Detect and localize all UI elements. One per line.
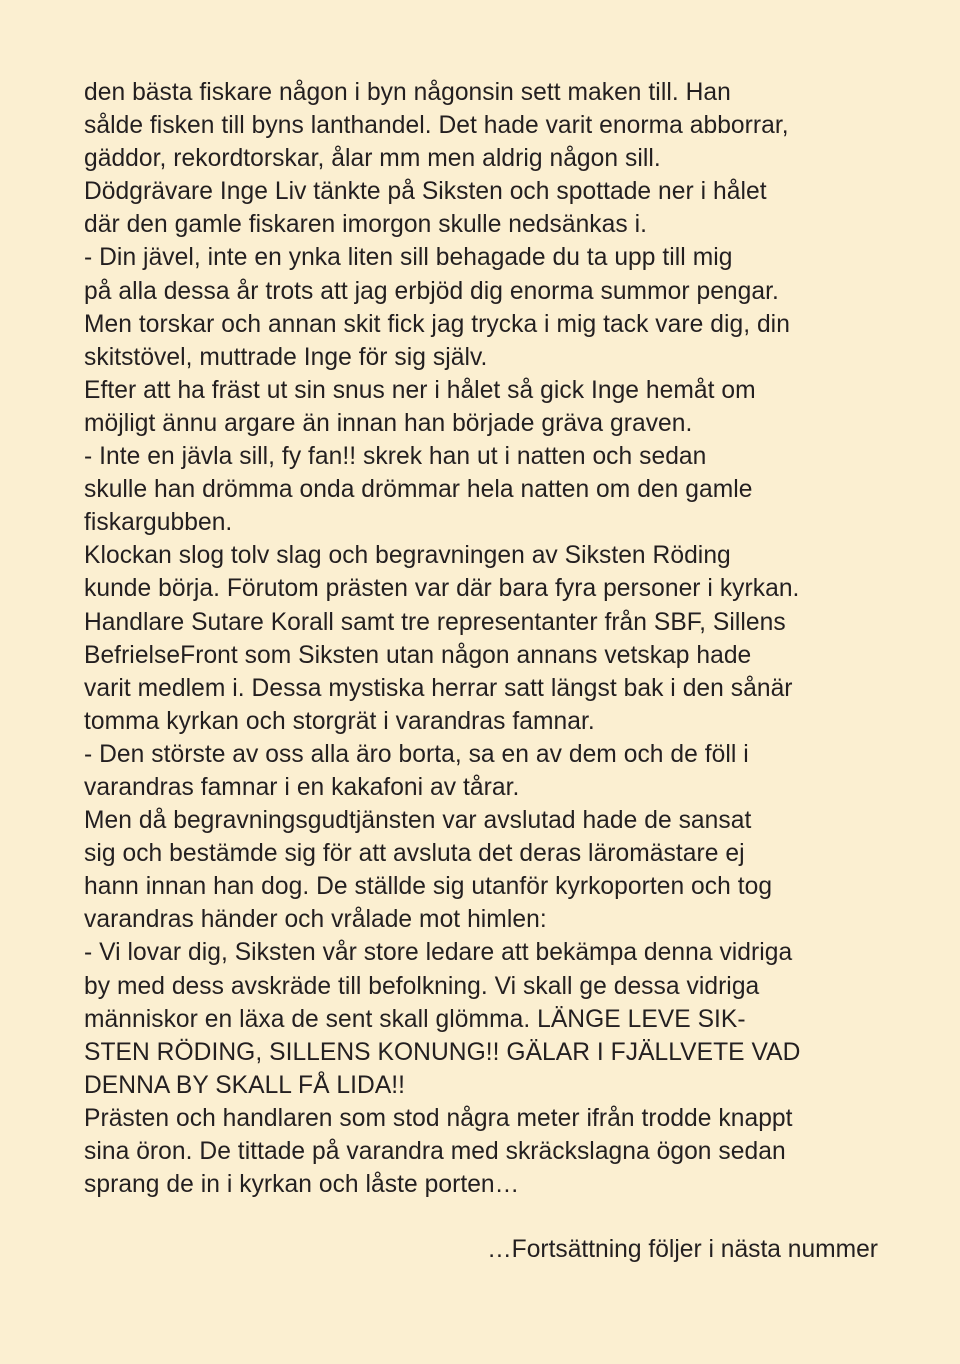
- text-line: - Vi lovar dig, Siksten vår store ledare att bekämpa denna vidriga: [84, 939, 793, 967]
- text-line: där den gamle fiskaren imorgon skulle nedsänkas i.: [84, 211, 647, 239]
- text-line: Men torskar och annan skit fick jag trycka i mig tack vare dig, din: [84, 310, 790, 338]
- text-line: Men då begravningsgudtjänsten var avslutad hade de sansat: [84, 807, 752, 835]
- text-line: Efter att ha fräst ut sin snus ner i hålet så gick Inge hemåt om: [84, 376, 756, 404]
- text-line: sina öron. De tittade på varandra med skräckslagna ögon sedan: [84, 1138, 786, 1165]
- text-line: BefrielseFront som Siksten utan någon annans vetskap hade: [84, 641, 752, 669]
- text-line: fiskargubben.: [84, 509, 233, 537]
- article-body: [84, 76, 894, 1201]
- text-line: tomma kyrkan och storgrät i varandras famnar.: [84, 707, 595, 735]
- text-line: Handlare Sutare Korall samt tre representanter från SBF, Sillens: [84, 608, 786, 636]
- text-line: sig och bestämde sig för att avsluta det deras läromästare ej: [84, 840, 745, 868]
- text-line: skitstövel, muttrade Inge för sig själv.: [84, 343, 488, 371]
- text-line: - Din jävel, inte en ynka liten sill behagade du ta upp till mig: [84, 244, 733, 272]
- continuation-note: …Fortsättning följer i nästa nummer: [487, 1236, 878, 1263]
- text-line: Prästen och handlaren som stod några meter ifrån trodde knappt: [84, 1104, 793, 1132]
- text-line: - Inte en jävla sill, fy fan!! skrek han ut i natten och sedan: [84, 443, 707, 471]
- text-line: varandras händer och vrålade mot himlen:: [84, 906, 547, 934]
- text-line: sprang de in i kyrkan och låste porten…: [84, 1171, 520, 1199]
- text-line: möjligt ännu argare än innan han började gräva graven.: [84, 409, 693, 437]
- text-line: DENNA BY SKALL FÅ LIDA!!: [84, 1071, 406, 1099]
- text-line: Klockan slog tolv slag och begravningen av Siksten Röding: [84, 542, 731, 570]
- text-line: gäddor, rekordtorskar, ålar mm men aldrig någon sill.: [84, 145, 661, 173]
- text-line: by med dess avskräde till befolkning. Vi skall ge dessa vidriga: [84, 972, 760, 1000]
- text-line: på alla dessa år trots att jag erbjöd dig enorma summor pengar.: [84, 277, 779, 305]
- text-line: sålde fisken till byns lanthandel. Det hade varit enorma abborrar,: [84, 112, 789, 140]
- text-line: STEN RÖDING, SILLENS KONUNG!! GÄLAR I FJÄLLVETE VAD: [84, 1038, 801, 1066]
- text-line: varandras famnar i en kakafoni av tårar.: [84, 773, 520, 801]
- text-line: varit medlem i. Dessa mystiska herrar satt längst bak i den sånär: [84, 674, 793, 702]
- text-line: den bästa fiskare någon i byn någonsin sett maken till. Han: [84, 79, 731, 106]
- text-line: - Den störste av oss alla äro borta, sa en av dem och de föll i: [84, 740, 749, 768]
- text-line: människor en läxa de sent skall glömma. LÄNGE LEVE SIK-: [84, 1005, 746, 1033]
- text-line: skulle han drömma onda drömmar hela natten om den gamle: [84, 476, 753, 504]
- text-line: hann innan han dog. De ställde sig utanför kyrkoporten och tog: [84, 873, 773, 901]
- text-line: Dödgrävare Inge Liv tänkte på Siksten och spottade ner i hålet: [84, 178, 767, 206]
- text-line: kunde börja. Förutom prästen var där bara fyra personer i kyrkan.: [84, 575, 800, 603]
